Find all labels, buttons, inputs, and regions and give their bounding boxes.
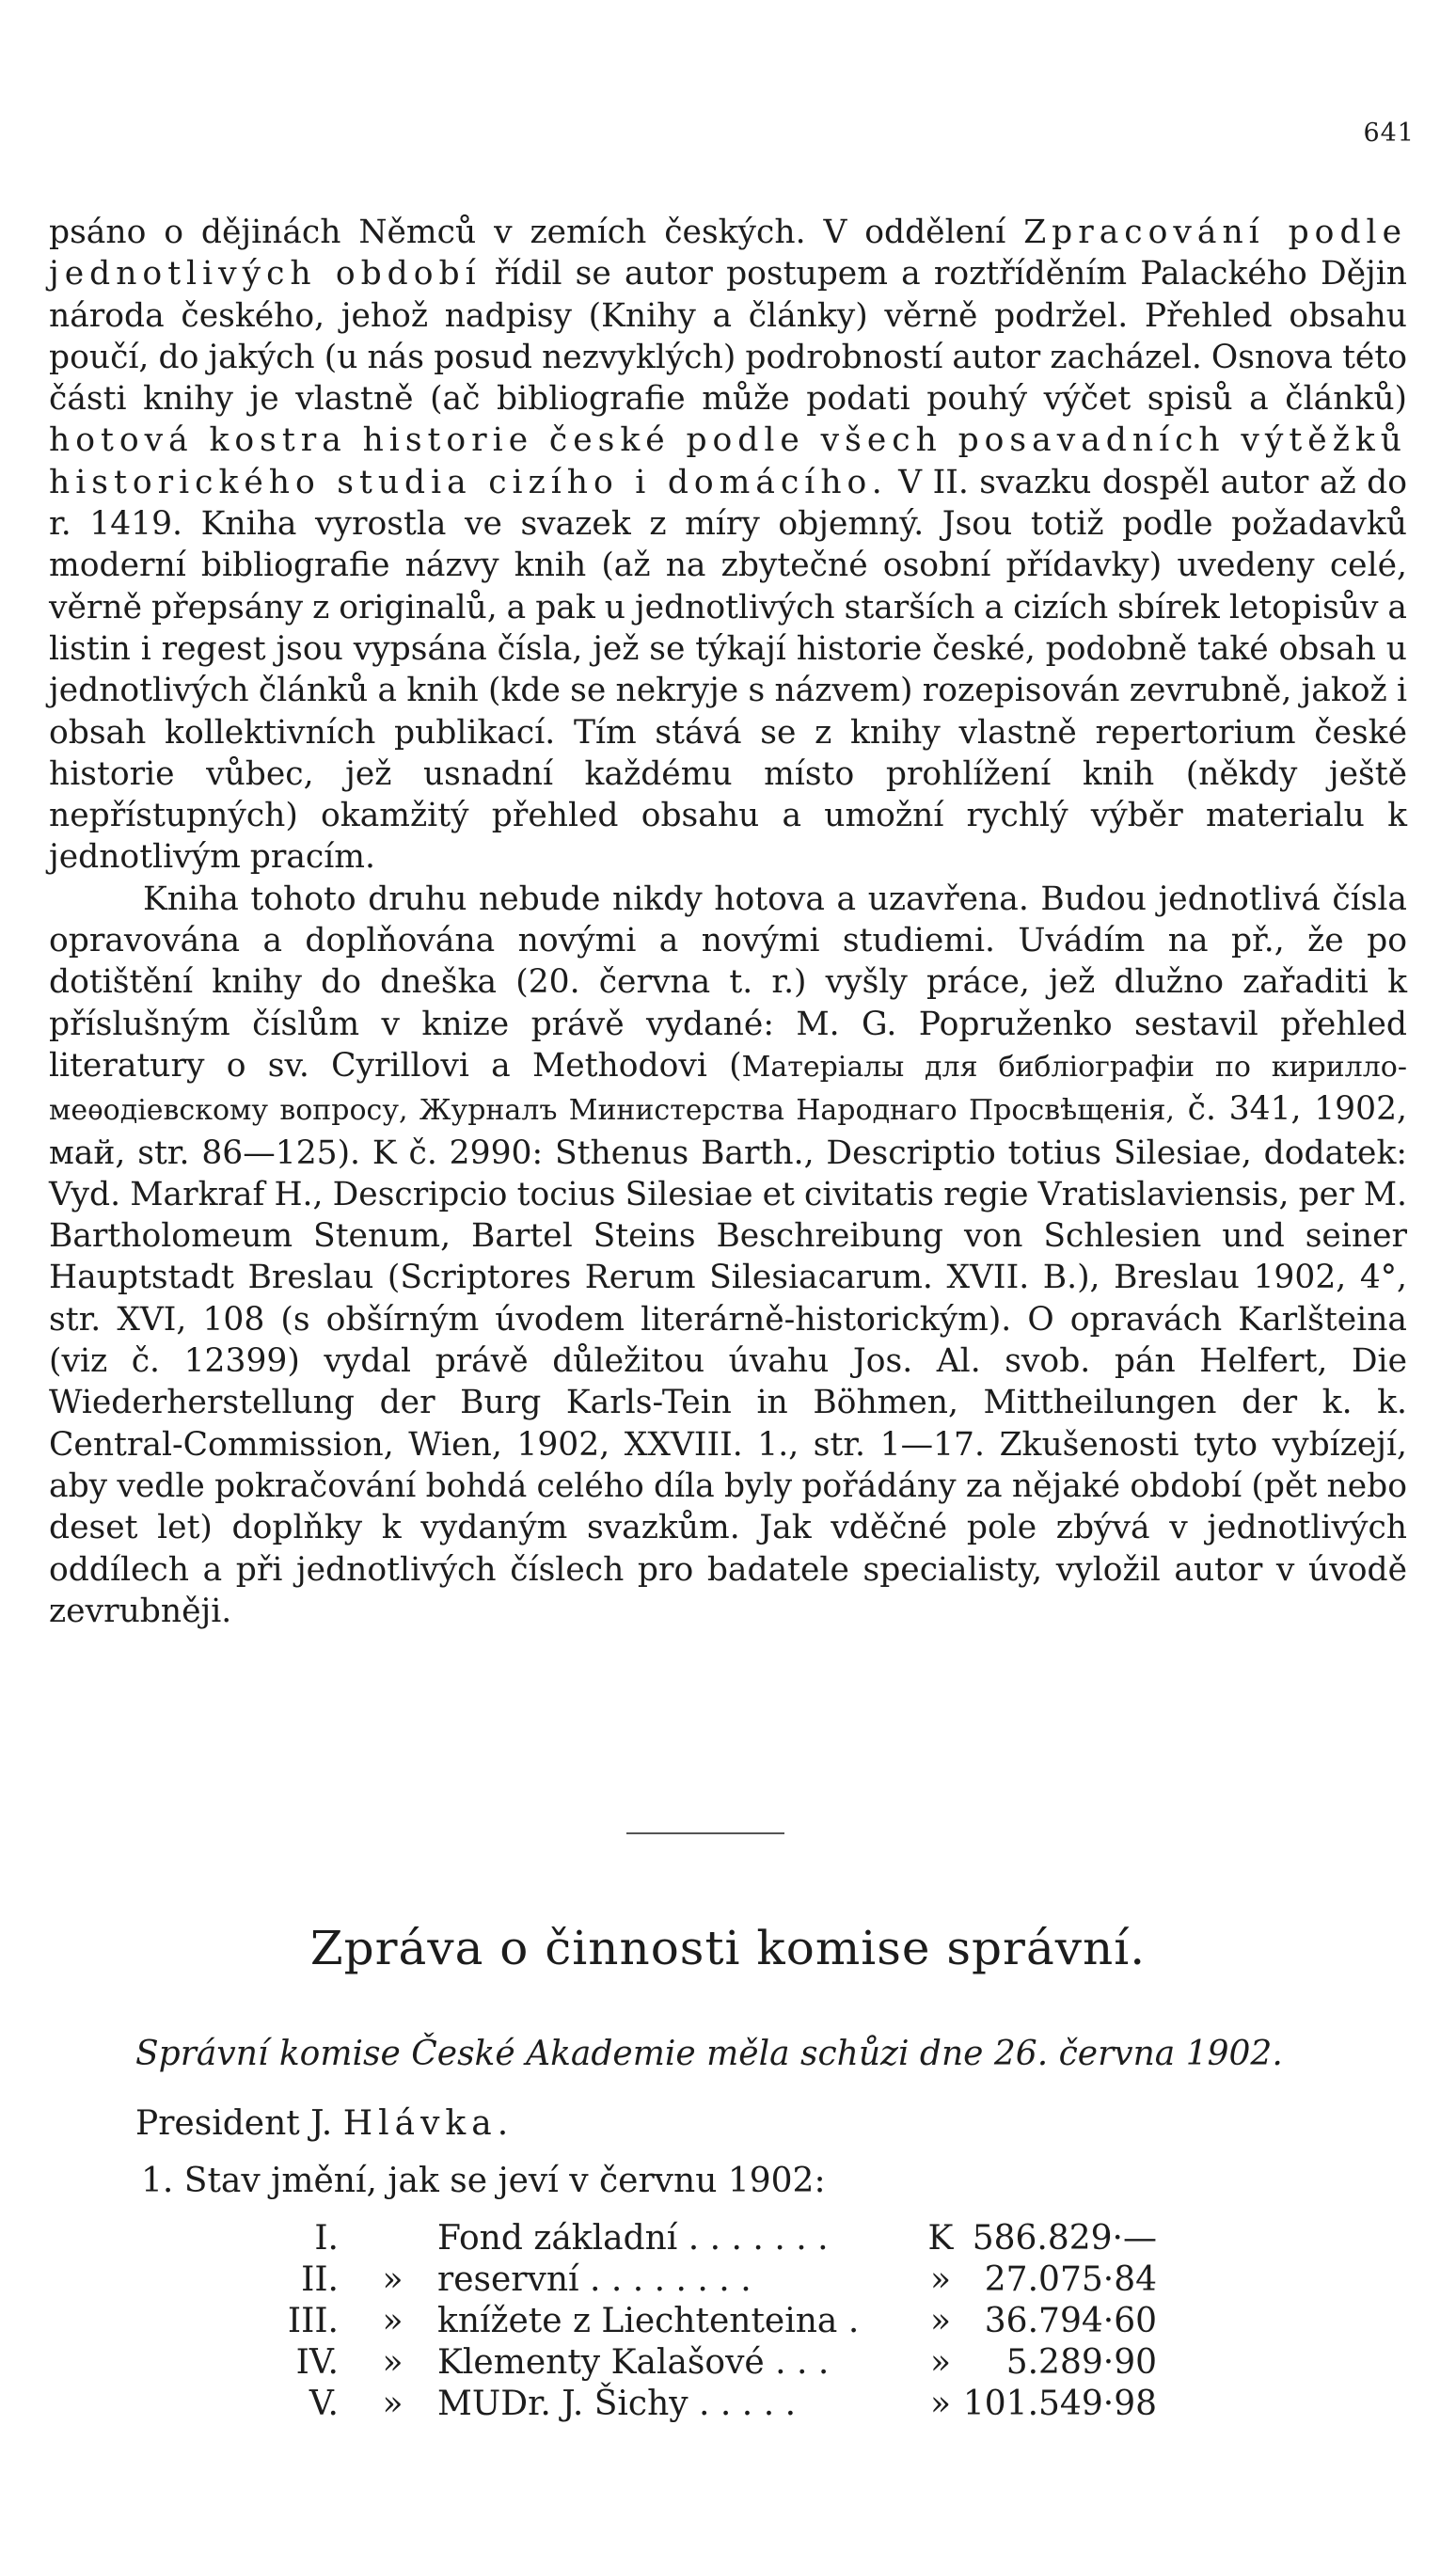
fund-amount: 5.289·90 <box>1005 2343 1157 2382</box>
ditto-mark <box>348 2219 437 2260</box>
text-run: psáno o dějinách Němců v zemích českých. V oddělení <box>49 214 1024 251</box>
president-label: President J. <box>135 2104 343 2143</box>
section-heading: Zpráva o činnosti komise správní. <box>309 1921 1147 1975</box>
fund-amount: 36.794·60 <box>984 2302 1157 2340</box>
ditto-mark: » <box>382 2260 404 2299</box>
currency-mark: » <box>929 2343 952 2382</box>
currency-mark: » <box>929 2385 952 2423</box>
spaced-emphasis: Zpracování podle jednotlivých období <box>49 214 1407 293</box>
currency-mark: » <box>929 2302 952 2340</box>
fund-amount: 101.549·98 <box>962 2385 1157 2423</box>
fund-number: V. <box>309 2385 339 2423</box>
paragraph-supplements <box>49 879 1407 1632</box>
fund-amount: 586.829·— <box>972 2219 1157 2258</box>
spaced-emphasis: hotová kostra historie české podle všech posavadních výtěžků historického studia cizího i domácího. <box>49 421 1407 501</box>
fund-name: MUDr. J. Šichy . . . . . <box>437 2385 797 2423</box>
fund-number: II. <box>301 2260 339 2299</box>
section-divider <box>626 1832 784 1834</box>
text-run: č. 341, 1902, май, str. 86—125). K č. 2990: Sthenus Barth., Descriptio totius Silesiae, dodatek: Vyd. Markraf H., Descripcio tocius Silesiae et civitatis regie Vratislaviensis, per M. Bartholomeum Stenum, Bartel Steins Beschreibung von Schlesien und seiner Hauptstadt Breslau (Scriptores Rerum Silesiacarum. XVII. B.), Breslau 1902, 4°, str. XVI, 108 (s obšírným úvodem literárně-historickým). O opravách Karlšteina (viz č. 12399) vydal právě důležitou úvahu Jos. Al. svob. pán Helfert, Die Wiederherstellung der Burg Karls-Tein in Böhmen, Mittheilungen der k. k. Central-Commission, Wien, 1902, XXVIII. 1., str. 1—17. Zkušenosti tyto vybízejí, aby vedle pokračování bohdá celého díla byly pořádány za nějaké období (pět nebo deset let) doplňky k vydaným svazkům. Jak vděčné pole zbývá v jednotlivých oddílech a při jednotlivých číslech pro badatele specialisty, vyložil autor v úvodě zevrubněji. <box>49 1090 1407 1630</box>
table-row <box>263 2343 1157 2385</box>
ditto-mark: » <box>382 2343 404 2382</box>
text-run: řídil se autor postupem a roztříděním Palackého Dějin národa českého, jehož nadpisy (Knihy a články) věrně podržel. Přehled obsahu poučí, do jakých (u nás posud nezvyklých) podrobností autor zacházel. Osnova této části knihy je vlastně (ač bibliografie může podati pouhý výčet spisů a článků) <box>49 255 1407 419</box>
paragraph-bibliography-overview <box>49 212 1407 879</box>
fund-table <box>263 2219 1157 2426</box>
fund-number: IV. <box>295 2343 339 2382</box>
president-line <box>135 2104 508 2143</box>
fund-number: I. <box>314 2219 339 2258</box>
meeting-note: Správní komise České Akademie měla schůzi dne 26. června 1902. <box>135 2035 1283 2073</box>
text-run: V II. svazku dospěl autor až do r. 1419. Kniha vyrostla ve svazek z míry objemný. Jsou totiž podle požadavků moderní bibliografie názvy knih (až na zbytečné osobní přídavky) uvedeny celé, věrně přepsány z originalů, a pak u jednotlivých starších a cizích sbírek letopisův a listin i regest jsou vypsána čísla, jež se týkají historie české, podobně také obsah u jednotlivých článků a knih (kde se nekryje s názvem) rozepisován zevrubně, jakož i obsah kollektivních publikací. Tím stává se z knihy vlastně repertorium české historie vůbec, jež usnadní každému místo prohlížení knih (někdy ještě nepřístupných) okamžitý přehled obsahu a umožní rychlý výběr materialu k jednotlivým pracím. <box>49 463 1407 877</box>
fund-number: III. <box>287 2302 339 2340</box>
table-row <box>263 2260 1157 2302</box>
table-row <box>263 2385 1157 2426</box>
assets-status-line: 1. Stav jmění, jak se jeví v červnu 1902: <box>141 2162 826 2200</box>
table-row <box>263 2302 1157 2343</box>
fund-name: knížete z Liechtenteina . <box>437 2302 860 2340</box>
currency-mark: K <box>927 2219 954 2258</box>
fund-name: reservní . . . . . . . . <box>437 2260 752 2299</box>
fund-amount: 27.075·84 <box>984 2260 1157 2299</box>
currency-mark: » <box>929 2260 952 2299</box>
ditto-mark: » <box>382 2302 404 2340</box>
text-run: Kniha tohoto druhu nebude nikdy hotova a uzavřena. Budou jednotlivá čísla opravována a doplňována novými a novými studiemi. Uvádím na př., že po dotištění knihy do dneška (20. června t. r.) vyšly práce, jež dlužno zařaditi k příslušným číslům v knize právě vydané: M. G. Popruženko sestavil přehled literatury o sv. Cyrillovi a Methodovi ( <box>49 880 1407 1085</box>
president-end: . <box>497 2104 509 2143</box>
table-row <box>263 2219 1157 2260</box>
president-name: Hlávka <box>342 2104 498 2143</box>
cyrillic-citation: Матеріалы для библіографіи по кирилло-меѳодіевскому вопросу, Журналъ Министерства Народнаго Просвѣщенія, <box>49 1050 1407 1128</box>
fund-name: Fond základní . . . . . . . <box>437 2219 829 2258</box>
ditto-mark: » <box>382 2385 404 2423</box>
body-text <box>49 212 1407 1632</box>
fund-name: Klementy Kalašové . . . <box>437 2343 830 2382</box>
page-number: 641 <box>1363 119 1415 148</box>
